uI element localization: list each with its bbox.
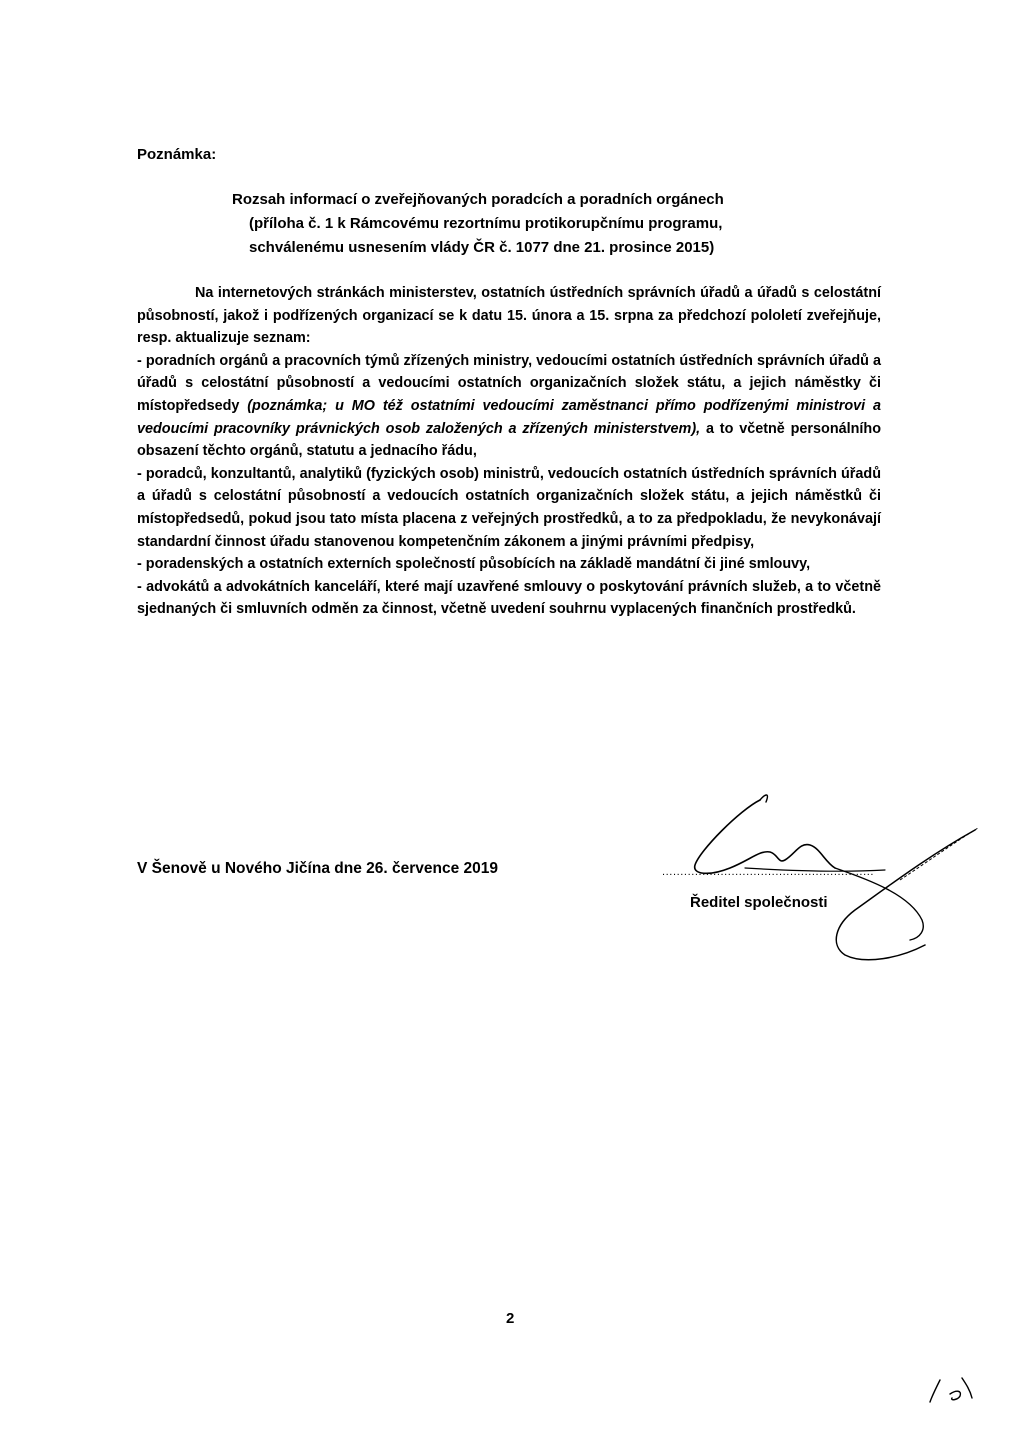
section-title (232, 188, 792, 260)
list-item-advisory-bodies-note: (poznámka; u MO též ostatními vedoucími zaměstnanci přímo podřízenými ministrovi a vedoucími pracovníky právnických osob založených a zřízených ministerstvem), (137, 397, 881, 437)
handwritten-initials (926, 1370, 986, 1410)
body-text (137, 282, 881, 621)
handwritten-signature (660, 780, 990, 970)
list-item-consulting-companies: - poradenských a ostatních externích společností působících na základě mandátní či jiné smlouvy, (137, 556, 811, 573)
list-item-law-firms: - advokátů a advokátních kanceláří, které mají uzavřené smlouvy o poskytování právních služeb, a to včetně sjednaných či smluvních odměn za činnost, včetně uvedení souhrnu vyplacených finančních prostředků. (137, 578, 881, 618)
section-title-line-2: (příloha č. 1 k Rámcovému rezortnímu protikorupčnímu programu, (249, 215, 723, 232)
note-heading: Poznámka: (137, 146, 217, 163)
list-item-advisory-bodies-end: a to včetně personálního obsazení těchto orgánů, statutu a jednacího řádu, (137, 420, 881, 460)
section-title-line-3: schválenému usnesením vlády ČR č. 1077 dne 21. prosince 2015) (249, 239, 715, 256)
intro-paragraph: Na internetových stránkách ministerstev, ostatních ústředních správních úřadů a úřadů s celostátní působností, jakož i podřízených organizací se k datu 15. února a 15. srpna za předchozí pololetí zveřejňuje, resp. aktualizuje seznam: (137, 285, 881, 347)
page-number: 2 (506, 1310, 515, 1327)
list-item-advisory-bodies-start: - poradních orgánů a pracovních týmů zřízených ministry, vedoucími ostatních ústředních správních úřadů a úřadů s celostátní působností a vedoucími ostatních organizačních složek státu, a jejich náměstky či místopředsedy (137, 352, 881, 414)
list-item-advisors: - poradců, konzultantů, analytiků (fyzických osob) ministrů, vedoucích ostatních ústředních správních úřadů a úřadů s celostátní působností a vedoucích ostatních organizačních složek státu, a jejich náměstků či místopředsedů, pokud jsou tato místa placena z veřejných prostředků, a to za předpokladu, že nevykonávají standardní činnost úřadu stanovenou kompetenčním zákonem a jinými právními předpisy, (137, 465, 881, 550)
place-and-date: V Šenově u Nového Jičína dne 26. července 2019 (137, 860, 498, 877)
signer-role: Ředitel společnosti (690, 894, 828, 911)
section-title-line-1: Rozsah informací o zveřejňovaných poradcích a poradních orgánech (232, 191, 724, 208)
list-item-advisory-bodies (137, 350, 881, 463)
signature-line: .......................................................... (662, 866, 875, 878)
